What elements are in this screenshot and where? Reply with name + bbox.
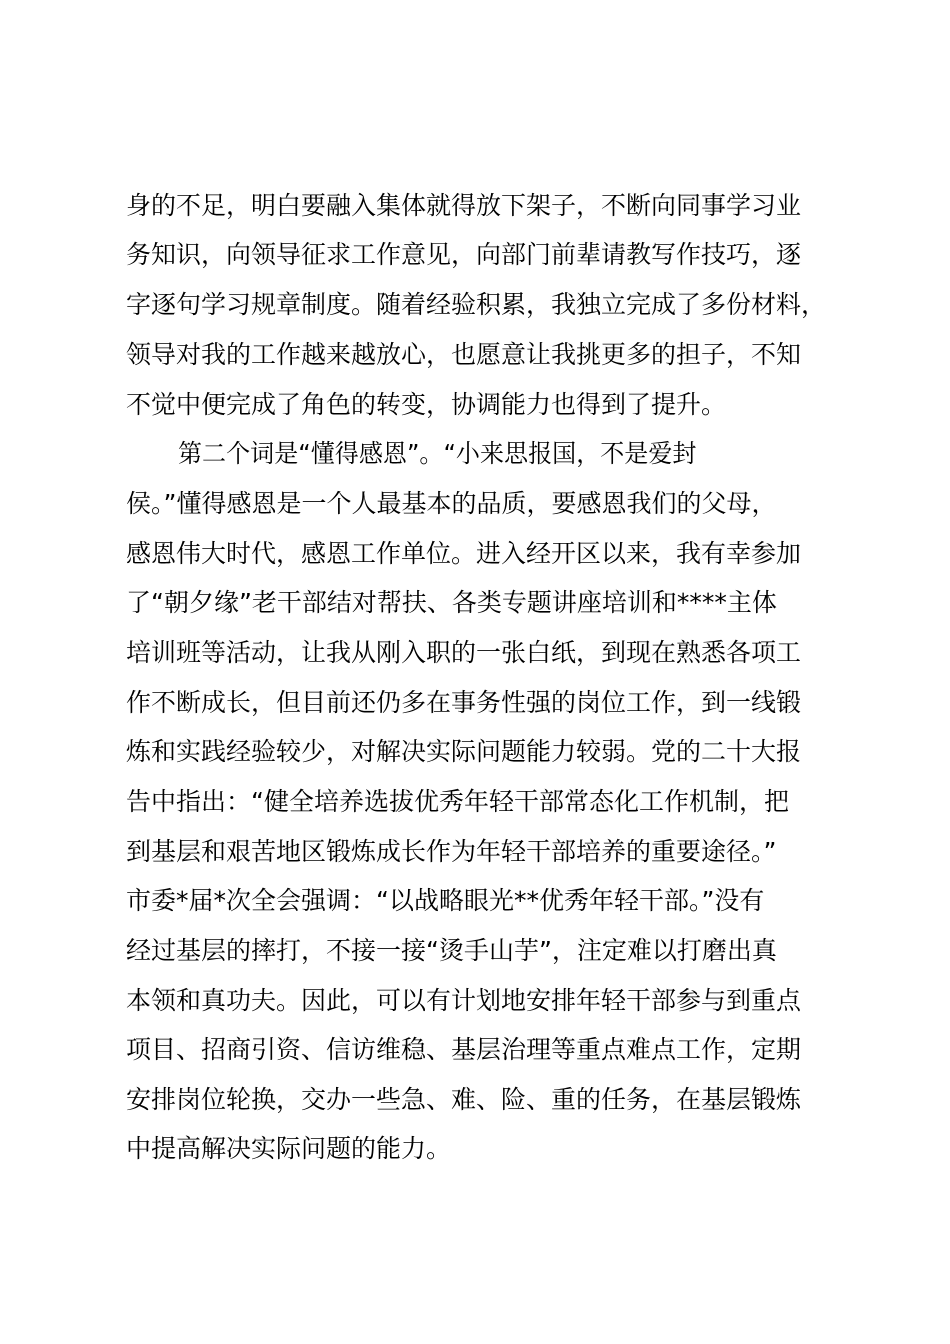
paragraph-2-line-6: 作不断成长，但目前还仍多在事务性强的岗位工作，到一线锻 xyxy=(126,688,802,717)
paragraph-2-line-3: 感恩伟大时代，感恩工作单位。进入经开区以来，我有幸参加 xyxy=(126,539,802,568)
paragraph-2-line-1: 第二个词是“懂得感恩”。“小来思报国，不是爱封 xyxy=(178,439,697,468)
paragraph-2-line-8: 告中指出：“健全培养选拔优秀年轻干部常态化工作机制，把 xyxy=(126,787,789,816)
paragraph-2-line-10: 市委*届*次全会强调：“以战略眼光**优秀年轻干部。”没有 xyxy=(126,886,765,915)
paragraph-1-line-1: 身的不足，明白要融入集体就得放下架子，不断向同事学习业 xyxy=(126,191,802,220)
paragraph-2-line-11: 经过基层的摔打，不接一接“烫手山芋”，注定难以打磨出真 xyxy=(126,936,777,965)
paragraph-1-line-4: 领导对我的工作越来越放心，也愿意让我挑更多的担子，不知 xyxy=(126,340,802,369)
paragraph-2-line-4: 了“朝夕缘”老干部结对帮扶、各类专题讲座培训和****主体 xyxy=(126,588,777,617)
paragraph-2-line-15: 中提高解决实际问题的能力。 xyxy=(126,1134,452,1163)
paragraph-2-line-9: 到基层和艰苦地区锻炼成长作为年轻干部培养的重要途径。” xyxy=(126,837,777,866)
paragraph-2-line-12: 本领和真功夫。因此，可以有计划地安排年轻干部参与到重点 xyxy=(126,986,802,1015)
paragraph-2-line-2: 侯。”懂得感恩是一个人最基本的品质，要感恩我们的父母， xyxy=(126,489,777,518)
paragraph-2-line-5: 培训班等活动，让我从刚入职的一张白纸，到现在熟悉各项工 xyxy=(126,638,802,667)
paragraph-2-line-14: 安排岗位轮换，交办一些急、难、险、重的任务，在基层锻炼 xyxy=(126,1085,802,1114)
paragraph-2-line-7: 炼和实践经验较少，对解决实际问题能力较弱。党的二十大报 xyxy=(126,737,802,766)
paragraph-1-line-2: 务知识，向领导征求工作意见，向部门前辈请教写作技巧，逐 xyxy=(126,240,802,269)
paragraph-1-line-3: 字逐句学习规章制度。随着经验积累，我独立完成了多份材料， xyxy=(126,290,827,319)
paragraph-2-line-13: 项目、招商引资、信访维稳、基层治理等重点难点工作，定期 xyxy=(126,1035,802,1064)
paragraph-1-line-5: 不觉中便完成了角色的转变，协调能力也得到了提升。 xyxy=(126,390,727,419)
